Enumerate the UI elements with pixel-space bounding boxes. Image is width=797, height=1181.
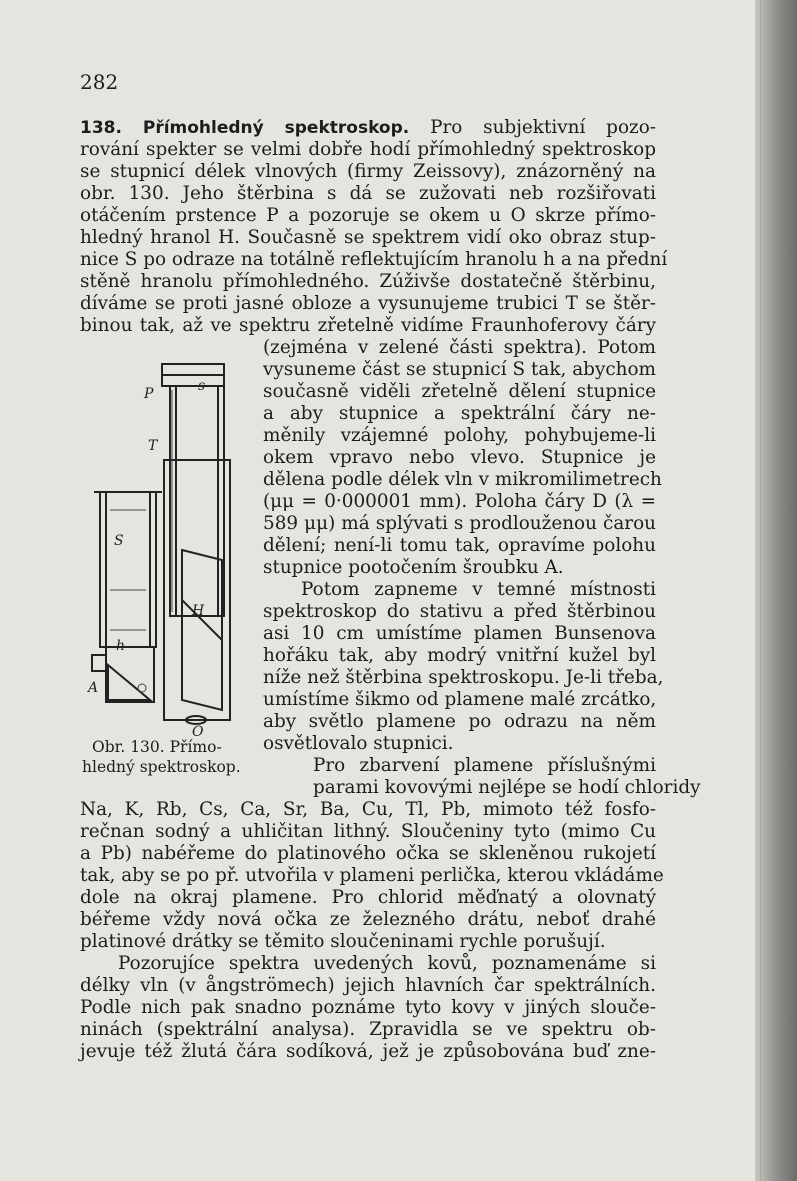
text-line: Na, K, Rb, Cs, Ca, Sr, Ba, Cu, Tl, Pb, mimoto též fosfo- xyxy=(80,799,656,820)
text-line: (μμ = 0·000001 mm). Poloha čáry D (λ = xyxy=(263,491,656,512)
label-o: O xyxy=(192,724,204,740)
figure-caption-line1: Obr. 130. Přímo- xyxy=(92,738,222,756)
text-line: dole na okraj plamene. Pro chlorid měďnatý a olovnatý xyxy=(80,887,656,908)
text-line: spektroskop do stativu a před štěrbinou xyxy=(263,601,656,622)
text-line: měnily vzájemné polohy, pohybujeme-li xyxy=(263,425,656,446)
text-line: Pozorujíce spektra uvedených kovů, poznamenáme si xyxy=(118,953,656,974)
page-edge-shadow xyxy=(755,0,797,1181)
label-t: T xyxy=(148,438,158,454)
text-line: 589 μμ) má splývati s prodlouženou čarou xyxy=(263,513,656,534)
screw-a xyxy=(92,655,106,671)
spectroscope-figure xyxy=(84,350,254,740)
text-line: a aby stupnice a spektrální čáry ne- xyxy=(263,403,656,424)
label-p: P xyxy=(144,386,154,402)
text-line: a Pb) nabéřeme do platinového očka se skleněnou rukojetí xyxy=(80,843,656,864)
body xyxy=(164,460,230,720)
prism-H xyxy=(182,550,222,710)
text-line: hořáku tak, aby modrý vnitřní kužel byl xyxy=(263,645,656,666)
tube-t xyxy=(170,386,224,616)
text-line: vysuneme část se stupnicí S tak, abychom xyxy=(263,359,656,380)
label-a: A xyxy=(88,680,99,696)
text-line: parami kovovými nejlépe se hodí chloridy xyxy=(313,777,701,798)
text-line: binou tak, až ve spektru zřetelně vidíme Fraunhoferovy čáry xyxy=(80,315,656,336)
text-line: délky vln (v ångströmech) jejich hlavních čar spektrálních. xyxy=(80,975,656,996)
label-h: h xyxy=(116,638,126,654)
text-line: Podle nich pak snadno poznáme tyto kovy v jiných slouče- xyxy=(80,997,656,1018)
text-line: asi 10 cm umístíme plamen Bunsenova xyxy=(263,623,656,644)
text-line: stěně hranolu přímohledného. Zúživše dostatečně štěrbinu, xyxy=(80,271,656,292)
text-line: umístíme šikmo od plamene malé zrcátko, xyxy=(263,689,657,710)
text-line: 138. Přímohledný spektroskop. Pro subjektivní pozo- xyxy=(80,117,656,138)
page-edge-line xyxy=(760,0,761,1181)
section-heading: 138. Přímohledný spektroskop. xyxy=(80,118,410,138)
label-s: S xyxy=(114,533,124,549)
text-line: níže než štěrbina spektroskopu. Je-li třeba, xyxy=(263,667,664,688)
text-line: platinové drátky se těmito sloučeninami rychle porušují. xyxy=(80,931,606,952)
text-line: díváme se proti jasné obloze a vysunujeme trubici T se štěr- xyxy=(80,293,656,314)
text-line: rečnan sodný a uhličitan lithný. Sloučeniny tyto (mimo Cu xyxy=(80,821,656,842)
figure-caption-line2: hledný spektroskop. xyxy=(82,758,241,776)
text-line: obr. 130. Jeho štěrbina s dá se zužovati neb rozšiřovati xyxy=(80,183,656,204)
text-line: stupnice pootočením šroubku A. xyxy=(263,557,564,578)
text-line: Pro zbarvení plamene příslušnými xyxy=(313,755,656,776)
text-line: dělena podle délek vln v mikromilimetrech xyxy=(263,469,662,490)
text-line: Potom zapneme v temné místnosti xyxy=(301,579,656,600)
label-H: H xyxy=(192,603,205,619)
text-line: ninách (spektrální analysa). Zpravidla se ve spektru ob- xyxy=(80,1019,656,1040)
text-line: otáčením prstence P a pozoruje se okem u O skrze přímo- xyxy=(80,205,656,226)
text-line: okem vpravo nebo vlevo. Stupnice je xyxy=(263,447,656,468)
text-line: béřeme vždy nová očka ze železného drátu, neboť drahé xyxy=(80,909,656,930)
scale-tube xyxy=(100,492,156,647)
text-line: osvětlovalo stupnici. xyxy=(263,733,454,754)
text-line: se stupnicí délek vlnových (firmy Zeissovy), znázorněný na xyxy=(80,161,656,182)
text-line: hledný hranol H. Současně se spektrem vidí oko obraz stup- xyxy=(80,227,656,248)
text-line: aby světlo plamene po odrazu na něm xyxy=(263,711,656,732)
text-line: jevuje též žlutá čára sodíková, jež je způsobována buď zne- xyxy=(80,1041,656,1062)
text-line: nice S po odraze na totálně reflektujícím hranolu h a na přední xyxy=(80,249,668,270)
label-s-small: s xyxy=(198,378,206,394)
text-line: tak, aby se po př. utvořila v plameni perlička, kterou vkládáme xyxy=(80,865,664,886)
text-line: současně viděli zřetelně dělení stupnice xyxy=(263,381,656,402)
text-line: dělení; není-li tomu tak, opravíme polohu xyxy=(263,535,656,556)
prism-housing xyxy=(106,647,154,702)
prism-h xyxy=(108,665,150,700)
text-line: rování spekter se velmi dobře hodí přímohledný spektroskop xyxy=(80,139,656,160)
page-number: 282 xyxy=(80,70,119,94)
text-line: (zejména v zelené části spektra). Potom xyxy=(263,337,656,358)
